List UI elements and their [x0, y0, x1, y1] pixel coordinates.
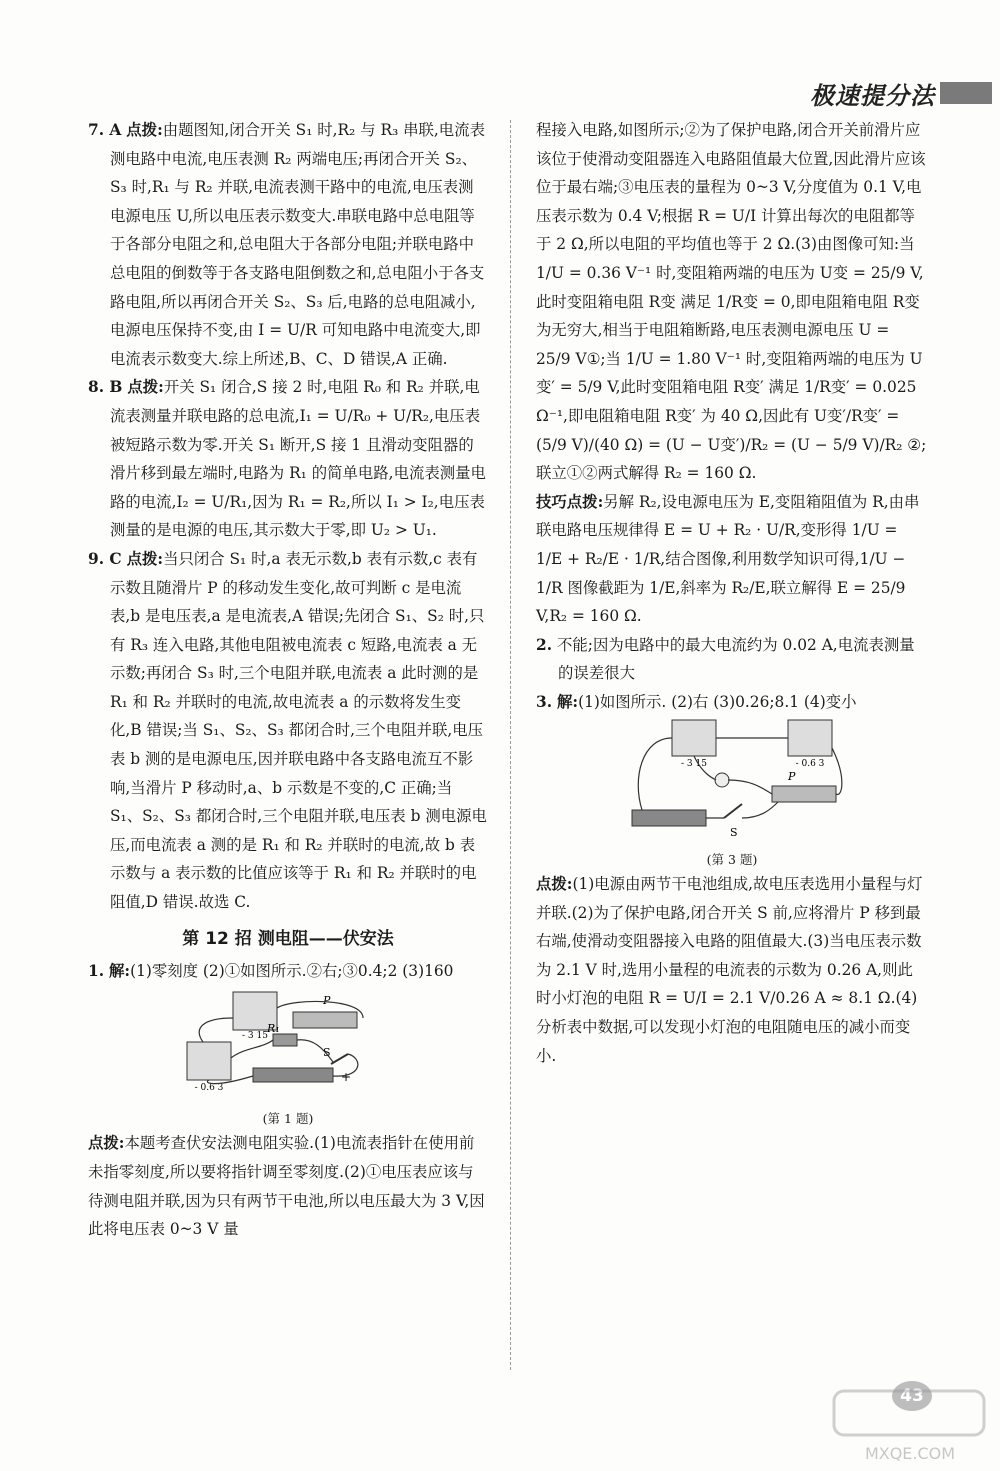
answer-8: [88, 373, 488, 545]
slider-label: P: [323, 993, 331, 1007]
answer-label: 点拨:: [127, 378, 164, 397]
switch-label: S: [730, 826, 738, 839]
header-bar: [940, 82, 992, 104]
tip-label: 技巧点拨:: [536, 492, 604, 511]
note-label: 点拨:: [536, 875, 573, 894]
voltmeter-icon: [672, 720, 716, 756]
battery-icon: [253, 1068, 333, 1082]
watermark-logo: [830, 1387, 990, 1467]
question-1-note-continued: 程接入电路,如图所示;②为了保护电路,闭合开关前滑片应该位于使滑动变阻器连入电路阻值最大位置,因此滑片应该位于最右端;③电压表的量程为 0~3 V,分度值为 0.1 V,电压表示数为 0.4 V;根据 R = U/I 计算出每次的电阻都等于 2 Ω,所以电阻的平均值也等于 2 Ω.(3)由图像可知:当 1/U = 0.36 V⁻¹ 时,变阻箱两端的电压为 U变 = 25/9 V,此时变阻箱电阻 R变 满足 1/R变 = 0,即电阻箱电阻 R变 为无穷大,相当于电阻箱断路,电压表测电源电压 U = 25/9 V①;当 1/U = 1.80 V⁻¹ 时,变阻箱两端的电压为 U变′ = 5/9 V,此时变阻箱电阻 R变′ 满足 1/R变′ = 0.025 Ω⁻¹,即电阻箱电阻 R变′ 为 40 Ω,因此有 U变′/R变′ = (5/9 V)/(40 Ω) = (U − U变′)/R₂ = (U − 5/9 V)/R₂ ②;联立①②两式解得 R₂ = 160 Ω.: [536, 121, 927, 483]
bulb-icon: [715, 773, 729, 787]
answer-text: 当只闭合 S₁ 时,a 表无示数,b 表有示数,c 表有示数且随滑片 P 的移动发生变化,故可判断 c 是电流表,b 是电压表,a 是电流表,A 错误;先闭合 S₁、S₂ 时,只有 R₃ 连入电路,其他电阻被电流表 c 短路,电流表 a 无示数;再闭合 S₃ 时,三个电阻并联,电流表 a 此时测的是 R₁ 和 R₂ 并联时的电流,故电流表 a 的示数将发生变化,B 错误;当 S₁、S₂、S₃ 都闭合时,三个电阻并联,电压表 b 测的是电源电压,因并联电路中各支路电流互不影响,当滑片 P 移动时,a、b 示数是不变的,C 正确;当 S₁、S₂、S₃ 都闭合时,三个电阻并联,电压表 b 测电源电压,而电流表 a 测的是 R₁ 和 R₂ 并联时的电流,故 b 表示数与 a 表示数的比值应该等于 R₁ 和 R₂ 并联时的电阻值,D 错误.故选 C.: [110, 549, 487, 912]
answer-9: [88, 545, 488, 917]
slider-label: P: [788, 770, 796, 784]
question-3-note: [536, 870, 928, 1070]
answer-text: (1)零刻度 (2)①如图所示.②右;③0.4;2 (3)160: [130, 962, 454, 981]
note-text: (1)电源由两节干电池组成,故电压表选用小量程与灯并联.(2)为了保护电路,闭合开关 S 前,应将滑片 P 移到最右端,使滑动变阻器接入电路的阻值最大.(3)当电压表示数为 2.1 V 时,选用小量程的电流表的示数为 0.26 A,则此时小灯泡的电阻 R = U/I = 2.1 V/0.26 A ≈ 8.1 Ω.(4)分析表中数据,可以发现小灯泡的电阻随电压的减小而变小.: [536, 875, 923, 1065]
answer-text: 由题图知,闭合开关 S₁ 时,R₂ 与 R₃ 串联,电流表测电路中电流,电压表测 R₂ 两端电压;再闭合开关 S₂、S₃ 时,R₁ 与 R₂ 并联,电流表测干路中的电流,电压表测电源电压 U,所以电压表示数变大.串联电路中总电阻等于各部分电阻之和,总电阻大于各部分电阻;并联电路中总电阻的倒数等于各支路电阻倒数之和,总电阻小于各支路电阻,所以再闭合开关 S₂、S₃ 后,电路的总电阻减小,电源电压保持不变,由 I = U/R 可知电路中电流变大,即电流表示数变大.综上所述,B、C、D 错误,A 正确.: [110, 121, 485, 368]
rheostat-icon: [293, 1012, 357, 1028]
answer-number: 3.: [536, 692, 553, 711]
switch-icon: [331, 1054, 348, 1064]
voltmeter-scale: - 3 15: [242, 1030, 268, 1041]
battery-icon: [632, 810, 706, 826]
answer-number: 9. C: [88, 549, 122, 568]
figure-1-circuit: [88, 988, 488, 1108]
figure-3-caption: (第 3 题): [706, 852, 758, 868]
section-title: 第 12 招 测电阻——伏安法: [182, 928, 394, 949]
question-1-answer: [88, 957, 488, 986]
answer-7: [88, 116, 488, 373]
figure-3-circuit: [536, 718, 928, 848]
column-divider: [510, 120, 511, 1370]
switch-icon: [724, 804, 742, 818]
question-3-answer: [536, 688, 928, 717]
answer-number: 7. A: [88, 121, 122, 139]
answer-text: (1)如图所示. (2)右 (3)0.26;8.1 (4)变小: [578, 692, 857, 711]
ammeter-scale: - 0.6 3: [194, 1082, 224, 1093]
answer-label: 点拨:: [126, 121, 163, 139]
note-label: 点拨:: [88, 1134, 125, 1153]
header-title: 极速提分法: [810, 82, 935, 110]
question-1-note: [88, 1129, 488, 1243]
answer-text: 不能;因为电路中的最大电流约为 0.02 A,电流表测量的误差很大: [556, 635, 915, 683]
page-header: [810, 76, 1000, 114]
answer-number: 8. B: [88, 378, 123, 397]
answer-number: 1.: [88, 962, 105, 981]
plus-label: +: [341, 1069, 352, 1084]
answer-label: 解:: [556, 692, 579, 711]
tip-paragraph: [536, 488, 928, 631]
ammeter-icon: [788, 720, 832, 756]
voltmeter-scale: - 3 15: [681, 759, 707, 770]
figure-1-caption: (第 1 题): [262, 1111, 314, 1127]
ammeter-icon: [187, 1042, 231, 1080]
resistor-label: R₁: [267, 1021, 280, 1035]
rheostat-icon: [772, 786, 836, 802]
tip-text: 另解 R₂,设电源电压为 E,变阻箱阻值为 R,由串联电路电压规律得 E = U + R₂ · U/R,变形得 1/U = 1/E + R₂/E · 1/R,结合图像,利用数学知识可得,1/U − 1/R 图像截距为 1/E,斜率为 R₂/E,联立解得 E = 25/9 V,R₂ = 160 Ω.: [536, 492, 920, 626]
ammeter-scale: - 0.6 3: [795, 759, 825, 770]
resistor-icon: [273, 1034, 297, 1046]
answer-label: 解:: [108, 962, 131, 981]
answer-text: 开关 S₁ 闭合,S 接 2 时,电阻 R₀ 和 R₂ 并联,电流表测量并联电路的总电流,I₁ = U/R₀ + U/R₂,电压表被短路示数为零.开关 S₁ 断开,S 接 1 且滑动变阻器的滑片移到最左端时,电路为 R₁ 的简单电路,电流表测量电路的电流,I₂ = U/R₁,因为 R₁ = R₂,所以 I₁ > I₂,电压表测量的是电源的电压,其示数大于零,即 U₂ > U₁.: [110, 378, 486, 540]
left-column: [88, 116, 488, 1244]
watermark-text: MXQE.COM: [864, 1444, 956, 1463]
note-text: 本题考查伏安法测电阻实验.(1)电流表指针在使用前未指零刻度,所以要将指针调至零刻度.(2)①电压表应该与待测电阻并联,因为只有两节干电池,所以电压最大为 3 V,因此将电压表 0~3 V 量: [88, 1134, 485, 1239]
right-column: [536, 116, 928, 1070]
answer-label: 点拨:: [126, 549, 164, 568]
question-2-answer: [536, 631, 928, 688]
switch-label: S: [323, 1045, 331, 1059]
page-number: 43: [892, 1381, 932, 1411]
answer-number: 2.: [536, 635, 553, 654]
